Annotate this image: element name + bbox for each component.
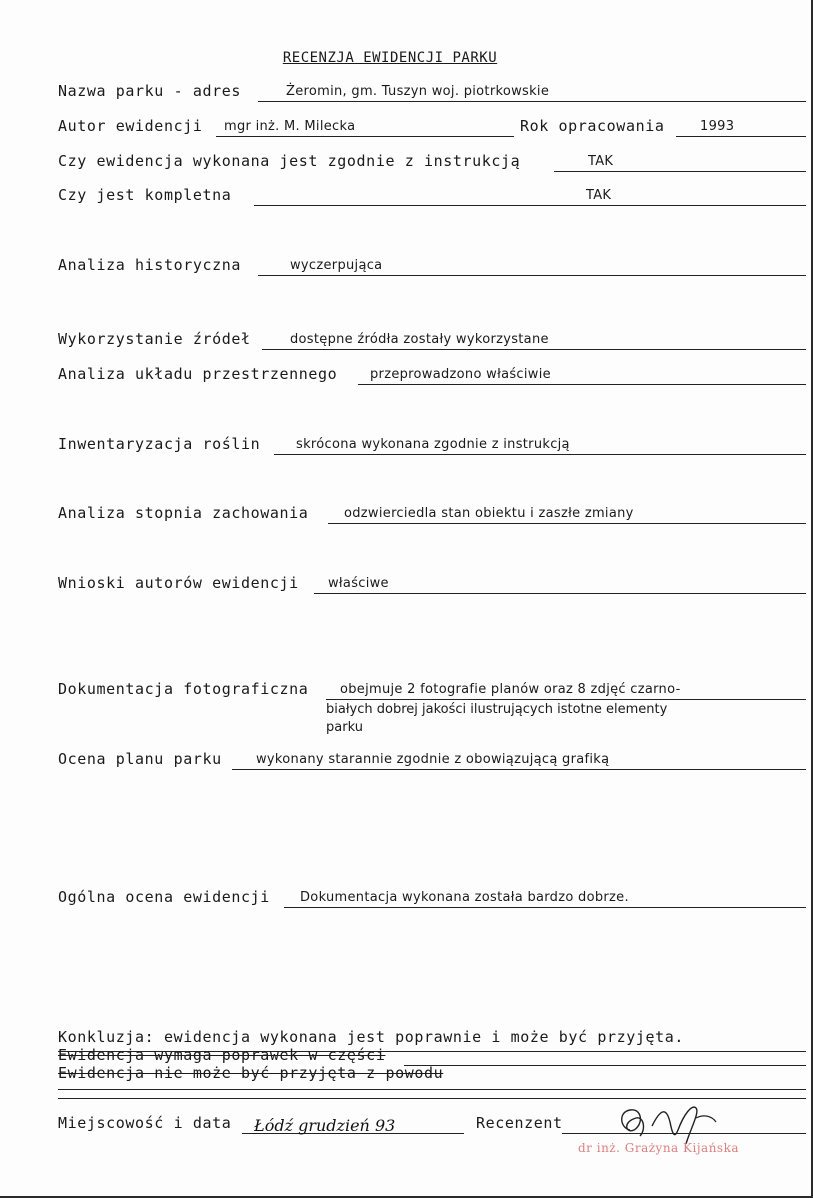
field-line xyxy=(254,205,806,206)
field-label: Analiza historyczna xyxy=(58,256,241,274)
field-value: TAK xyxy=(588,154,614,169)
reviewer-stamp: dr inż. Grażyna Kijańska xyxy=(578,1141,740,1155)
field-value-line2: białych dobrej jakości ilustrujących istotne elementy xyxy=(326,702,668,717)
field-ogolna-ocena xyxy=(58,886,806,910)
field-value: mgr inż. M. Milecka xyxy=(224,119,356,134)
field-line xyxy=(58,1089,806,1090)
field-autor xyxy=(58,115,806,139)
field-value: właściwe xyxy=(328,576,389,591)
handwritten-place-date: Łódź grudzień 93 xyxy=(254,1116,396,1135)
field-analiza-historyczna xyxy=(58,254,806,278)
field-ocena-planu xyxy=(58,748,806,772)
field-line xyxy=(328,523,806,524)
field-value-line3: parku xyxy=(326,720,363,735)
field-label: Wnioski autorów ewidencji xyxy=(58,574,299,592)
field-nazwa-parku xyxy=(58,80,806,104)
konkluzja-text-struck: Ewidencja wymaga poprawek w części xyxy=(58,1046,386,1064)
field-dokumentacja-fotograficzna xyxy=(58,678,806,702)
field-value: wyczerpująca xyxy=(290,258,383,273)
field-value: skrócona wykonana zgodnie z instrukcją xyxy=(296,437,570,452)
field-label: Dokumentacja fotograficzna xyxy=(58,680,309,698)
konkluzja-text: Konkluzja: ewidencja wykonana jest poprawnie i może być przyjęta. xyxy=(58,1028,684,1046)
field-line xyxy=(326,699,806,700)
field-value: wykonany starannie zgodnie z obowiązującą grafiką xyxy=(256,752,610,767)
field-value-rok: 1993 xyxy=(700,119,735,134)
field-label: Wykorzystanie źródeł xyxy=(58,330,251,348)
field-analiza-ukladu xyxy=(58,363,806,387)
field-value: obejmuje 2 fotografie planów oraz 8 zdjęć czarno- xyxy=(340,682,681,697)
field-label: Czy ewidencja wykonana jest zgodnie z instrukcją xyxy=(58,152,521,170)
field-line xyxy=(554,171,806,172)
field-value: Żeromin, gm. Tuszyn woj. piotrkowskie xyxy=(286,84,550,99)
field-label: Analiza stopnia zachowania xyxy=(58,504,309,522)
field-line xyxy=(262,349,806,350)
field-label: Autor ewidencji xyxy=(58,117,203,135)
field-line xyxy=(284,907,806,908)
field-wnioski xyxy=(58,572,806,596)
field-kompletna xyxy=(58,184,806,208)
field-line xyxy=(216,136,514,137)
field-line xyxy=(258,101,806,102)
document-title: RECENZJA EWIDENCJI PARKU xyxy=(282,50,498,66)
konkluzja-line-3 xyxy=(58,1062,806,1086)
field-value: Dokumentacja wykonana została bardzo dobrze. xyxy=(300,890,629,905)
field-label: Ocena planu parku xyxy=(58,750,222,768)
konkluzja-text-struck: Ewidencja nie może być przyjęta z powodu xyxy=(58,1064,444,1082)
field-line xyxy=(358,384,806,385)
field-stopien-zachowania xyxy=(58,502,806,526)
field-wykorzystanie-zrodel xyxy=(58,328,806,352)
field-label-recenzent: Recenzent xyxy=(476,1114,563,1132)
field-label: Ogólna ocena ewidencji xyxy=(58,888,270,906)
field-value: przeprowadzono właściwie xyxy=(370,367,551,382)
field-value: dostępne źródła zostały wykorzystane xyxy=(290,332,549,347)
field-label: Inwentaryzacja roślin xyxy=(58,435,261,453)
field-inwentaryzacja-roslin xyxy=(58,433,806,457)
field-line xyxy=(676,136,806,137)
field-label: Czy jest kompletna xyxy=(58,186,232,204)
field-value: TAK xyxy=(586,188,612,203)
separator-line xyxy=(58,1098,806,1099)
field-label: Analiza układu przestrzennego xyxy=(58,365,338,383)
field-line xyxy=(258,275,806,276)
field-label-rok: Rok opracowania xyxy=(520,117,665,135)
field-zgodnosc xyxy=(58,150,806,174)
field-label: Miejscowość i data xyxy=(58,1114,232,1132)
field-value: odzwierciedla stan obiektu i zaszłe zmiany xyxy=(344,506,634,521)
field-label: Nazwa parku - adres xyxy=(58,82,241,100)
field-line xyxy=(314,593,806,594)
field-line xyxy=(274,454,806,455)
field-line xyxy=(232,769,806,770)
